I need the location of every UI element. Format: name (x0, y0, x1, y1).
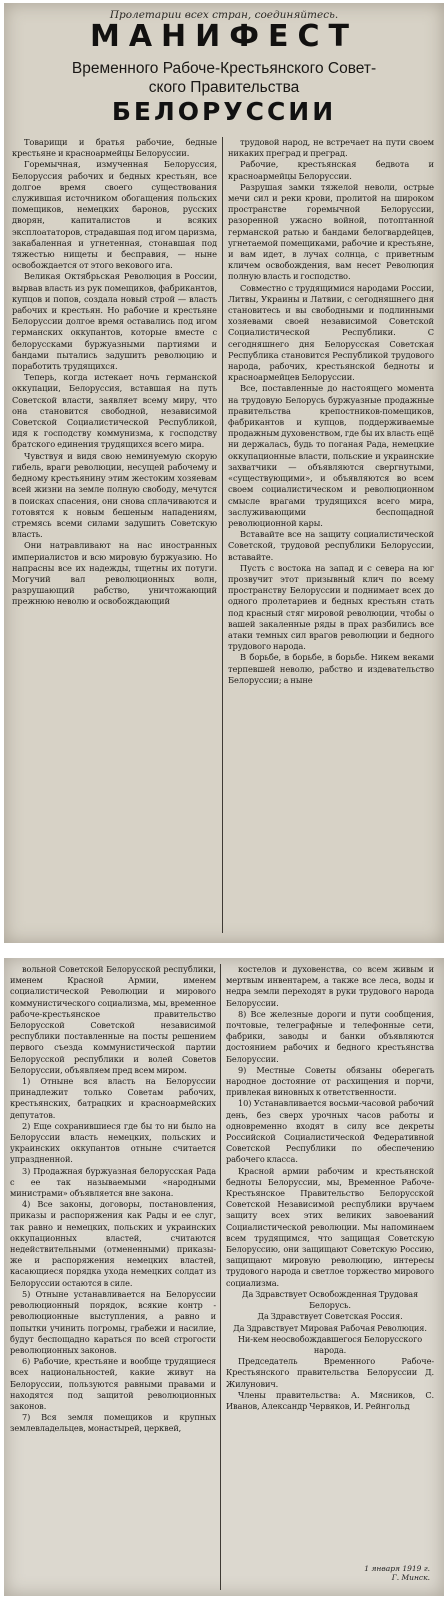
paragraph: Красной армии рабочим и крестьянской бедноты Белоруссии, мы, Временное Рабоче-Крестьянское Правительство Белорусской Советской Независимой республики вручаем защиту всех этих великих завоеваний Социалистической революции. Мы напоминаем всем трудящимся, что защищая Советскую Белоруссию, они защищают Советскую Россию, защищают мировую революцию, интересы трудового народа и светлое торжество мирового социализма. (226, 1165, 434, 1288)
page2-left-column (10, 964, 216, 1592)
page2-right-column (226, 964, 434, 1592)
decree-item-1: 1) Отныне вся власть на Белоруссии принадлежит только Советам рабочих, крестьянских, батрацких и красноармейских депутатов. (10, 1076, 216, 1120)
country-heading: БЕЛОРУССИИ (111, 97, 337, 126)
decree-item-10: 10) Устанавливается восьми-часовой рабочий день, без сверх урочных часов работы и одновременно входят в силу все декреты Российской Социалистической Федеративной Советской Республики по обеспечению рабочего класса. (226, 1098, 434, 1165)
paragraph: костелов и духовенства, со всем живым и мертвым инвентарем, а также все леса, воды и недра земли переходят в руки трудового народа Белоруссии. (226, 964, 434, 1008)
page-gap (0, 946, 448, 956)
decree-item-6: 6) Рабочие, крестьяне и вообще трудящиеся всех национальностей, какие живут на Белоруссии, пользуются равными правами и находятся под защитой революционных законов. (10, 1356, 216, 1411)
decree-item-3: 3) Продажная буржуазная белорусская Рада с ее так называемыми «народными министрами» объявляется вне закона. (10, 1165, 216, 1199)
column-divider (220, 964, 221, 1590)
subtitle-line-2: ского Правительства (148, 79, 300, 96)
decree-item-2: 2) Еще сохранившиеся где бы то ни было на Белоруссии власть немецких, польских и украинских оккупантов отныне считается упраздненной. (10, 1120, 216, 1165)
paragraph: Все, поставленные до настоящего момента на трудовую Белорусь буржуазные продажные правительства крепостников-помещиков, фабрикантов и купцов, поддерживаемые продажным духовенством, где бы их власть ещё ни держалась, будь то поганая Рада, немецкие оккупационные власти, польские и украинские захватчики — объявляются свергнутыми, «существующими», и объявляются во всем своем социалистическом и революционном смысле врагами трудящихся всего мира, заслуживающими беспощадной революционной кары. (228, 383, 434, 528)
paragraph: Товарищи и братья рабочие, бедные крестьяне и красноармейцы Белоруссии. (12, 137, 217, 159)
decree-item-8: 8) Все железные дороги и пути сообщения, почтовые, телеграфные и телефонные сети, фабрики, заводы и банки объявляются достоянием рабочих и бедного крестьянства Белоруссии. (226, 1008, 434, 1064)
paragraph: Совместно с трудящимися народами России, Литвы, Украины и Латвии, с сегодняшнего дня становитесь и вы свободными и подлинными хозяевами своей независимой Советской Социалистической Республики. С сегодняшнего дня Белорусская Советская Республика становится Республикой трудового народа, рабочих, крестьянской бедноты и красноармейцев Белоруссии. (228, 282, 434, 383)
paragraph: Великая Октябрьская Революция в России, вырвав власть из рук помещиков, фабрикантов, купцов и попов, создала новый строй — власть рабочих и крестьян. Но рабочие и крестьяне Белоруссии долгое время оставались под игом германских оккупантов, которые вместе с белоруссками буржуазными партиями и бандами пытались задушить революцию и поработить трудящихся. (12, 271, 217, 372)
decree-item-9: 9) Местные Советы обязаны оберегать народное достояние от расхищения и порчи, привлекая виновных к ответственности. (226, 1064, 434, 1098)
manifesto-title: МАНИФЕСТ (89, 19, 358, 54)
subtitle-line-1: Временного Рабоче-Крестьянского Совет- (71, 60, 377, 77)
page1-left-column (12, 137, 217, 937)
paragraph: Пусть с востока на запад и с севера на юг прозвучит этот призывный клич по всему пространству Белоруссии и поднимает всех до одного пролетариев и бедных крестьян стать под красный стяг мировой революции, чтобы о вашей закаленные ряды в прах разбились все атаки темных сил врагов революции и бедного трудового народа. (228, 562, 434, 652)
signature-chairman: Председатель Временного Рабоче-Крестьянского правительства Белоруссии Д. Жилунович. (226, 1356, 434, 1389)
manifesto-page-1 (4, 3, 444, 943)
slogan: Да Здравствует Советская Россия. (257, 1311, 403, 1322)
signature-members: Члены правительства: А. Мясников, С. Иванов, Александр Червяков, И. Рейнгольд (226, 1389, 434, 1411)
column-divider (222, 137, 223, 933)
paragraph: Горемычная, измученная Белоруссия, Белоруссия рабочих и бедных крестьян, все долгое время своего существования служившая источником обогащения польских помещиков, немецких баронов, русских дворян, капиталистов и всяких эксплоататоров, страдавшая под игом царизма, закабаленная и угнетенная, стонавшая под тяжестью нищеты и бесправия, — ныне освобождается от этого векового ига. (12, 159, 217, 271)
slogan: Да Здравствует Мировая Рабочая Революция. (233, 1322, 427, 1333)
paragraph: вольной Советской Белорусской республики, именем Красной Армии, именем социалистической Революции и мирового коммунистического социализма, мы, временное рабоче-крестьянское правительство Белорусской Советской независимой республики поставленные на посты решением первого съезда коммунистической партии Белорусской республики и волей Советов Белоруссии, объявляем пред всем миром. (10, 964, 216, 1075)
proletarian-motto: Пролетарии всех стран, соединяйтесь. (109, 9, 339, 21)
paragraph: Теперь, когда истекает ночь германской оккупации, Белоруссия, вставшая на путь Советской власти, заявляет всему миру, что она становится свободной, независимой Советской Социалистической Республикой, идя к господству коммунизма, к господству братского единения трудящихся всего мира. (12, 372, 217, 450)
stamp-date: 1 января 1919 г. (364, 1564, 430, 1573)
slogan: Ни-кем неосвобождавшегося Белорусского народа. (237, 1333, 423, 1355)
stamp-place: Г. Минск. (391, 1573, 430, 1582)
manifesto-page-2 (4, 958, 444, 1596)
paragraph: В борьбе, в борьбе, в борьбе. Никем веками терпевшей неволю, рабство и издевательство Белоруссии; а ныне (228, 652, 434, 685)
page1-right-column (228, 137, 434, 937)
paragraph: трудовой народ, не встречает на пути своем никаких преград и преград. (228, 137, 434, 159)
paragraph: Вставайте все на защиту социалистической Советской, трудовой республики Белоруссии, вставайте. (228, 529, 434, 562)
decree-item-4: 4) Все законы, договоры, постановления, приказы и распоряжения как Рады и ее слуг, так равно и немецких, польских и украинских оккупационных властей, считаются недействительными (отмененными) приказы-же и распоряжения немецких властей, касающиеся порядка ухода немецких солдат из Белоруссии остаются в силе. (10, 1199, 216, 1288)
date-place-stamp (364, 1564, 430, 1582)
paragraph: Разрушая замки тяжелой неволи, острые мечи сил и реки крови, пролитой на широком пространстве горемычной Белоруссии, разоренной ужасно войной, потоптанной германской ратью и бандами белогвардейцев, угнетаемой помещиками, рабочие и крестьяне, и вам идет, в лучах солнца, с приветным кличем освобождения, вам несет Революция полную власть и господство. (228, 181, 434, 282)
paragraph: Они натравливают на нас иностранных империалистов и всю мировую буржуазию. Но напрасны все их надежды, тщетны их потуги. Могучий вал революционных волн, разрушающий рабство, уничтожающий прежнюю неволю и освобождающий (12, 540, 217, 607)
decree-item-5: 5) Отныне устанавливается на Белоруссии революционный порядок, всякие контр - революционные выступления, а равно и попытки учинить погромы, грабежи и насилие, будут беспощадно караться по всей строгости революционных законов. (10, 1288, 216, 1355)
paragraph: Чувствуя и видя свою неминуемую скорую гибель, враги революции, несущей рабочему и бедному крестьянину этим жестоким хозяевам всей жизни на земле полную свободу, мечутся в поисках спасения, они снова сплачиваются и готовятся к новым бешеным нападениям, стремясь всеми силами задушить Советскую власть. (12, 450, 217, 540)
decree-item-7: 7) Вся земля помещиков и крупных землевладельцев, монастырей, церквей, (10, 1412, 216, 1434)
slogan: Да Здравствует Освобожденная Трудовая Белорусь. (241, 1288, 419, 1311)
paragraph: Рабочие, крестьянская бедвота и красноармейцы Белоруссии. (228, 159, 434, 181)
